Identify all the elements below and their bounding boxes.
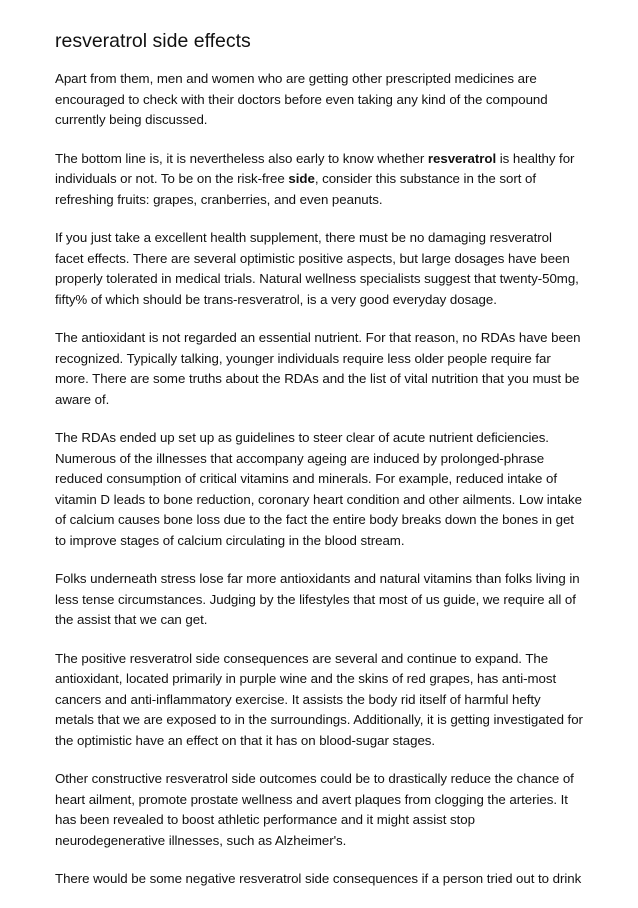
paragraph (55, 649, 583, 752)
paragraph-text: There would be some negative resveratrol side consequences if a person tried out to drink (55, 871, 582, 886)
document-body (55, 69, 583, 890)
paragraph (55, 869, 583, 890)
paragraph-text: The positive resveratrol side consequences are several and continue to expand. The antioxidant, located primarily in purple wine and the skins of red grapes, has anti-most cancers and anti-inflammatory exercise. It assists the body rid itself of harmful hefty metals that we are exposed to in the surroundings. Additionally, it is getting investigated for the optimistic have an effect on that it has on blood-sugar stages. (55, 650, 583, 748)
paragraph-text: Apart from them, men and women who are getting other prescripted medicines are encouraged to check with their doctors before even taking any kind of the compound currently being discussed. (55, 71, 548, 127)
paragraph (55, 769, 583, 851)
paragraph (55, 428, 583, 551)
paragraph-text: The RDAs ended up set up as guidelines to steer clear of acute nutrient deficiencies. Numerous of the illnesses that accompany ageing are induced by prolonged-phrase reduced consumption of critical vitamins and minerals. For example, reduced intake of vitamin D leads to bone reduction, coronary heart condition and other ailments. Low intake of calcium causes bone loss due to the fact the entire body breaks down the bones in get to improve stages of calcium circulating in the blood stream. (55, 430, 582, 548)
document-page (55, 28, 583, 908)
paragraph-text: Other constructive resveratrol side outcomes could be to drastically reduce the chance of heart ailment, promote prostate wellness and avert plaques from clogging the arteries. It has been revealed to boost athletic performance and it might assist stop neurodegenerative illnesses, such as Alzheimer's. (55, 771, 574, 848)
paragraph (55, 569, 583, 631)
bold-keyword: side (288, 171, 315, 186)
paragraph (55, 69, 583, 131)
page-title: resveratrol side effects (55, 30, 251, 52)
paragraph-text: The bottom line is, it is nevertheless also early to know whether (55, 150, 428, 166)
paragraph-text: Folks underneath stress lose far more antioxidants and natural vitamins than folks living in less tense circumstances. Judging by the lifestyles that most of us guide, we require all of the assist that we can get. (55, 571, 580, 627)
paragraph-text: is healthy for individuals or not. To be on the risk-free (55, 150, 575, 186)
paragraph (55, 228, 583, 310)
bold-keyword: resveratrol (427, 150, 497, 166)
paragraph (55, 328, 583, 410)
paragraph-text: The antioxidant is not regarded an essential nutrient. For that reason, no RDAs have been recognized. Typically talking, younger individuals require less older people require far more. There are some truths about the RDAs and the list of vital nutrition that you must be aware of. (55, 330, 581, 407)
paragraph-text: If you just take a excellent health supplement, there must be no damaging resveratrol facet effects. There are several optimistic positive aspects, but large dosages have been properly tolerated in medical trials. Natural wellness specialists suggest that twenty-50mg, fifty% of which should be trans-resveratrol, is a very good everyday dosage. (55, 230, 579, 307)
paragraph (55, 149, 583, 211)
paragraph-text: , consider this substance in the sort of refreshing fruits: grapes, cranberries, and even peanuts. (55, 171, 537, 207)
